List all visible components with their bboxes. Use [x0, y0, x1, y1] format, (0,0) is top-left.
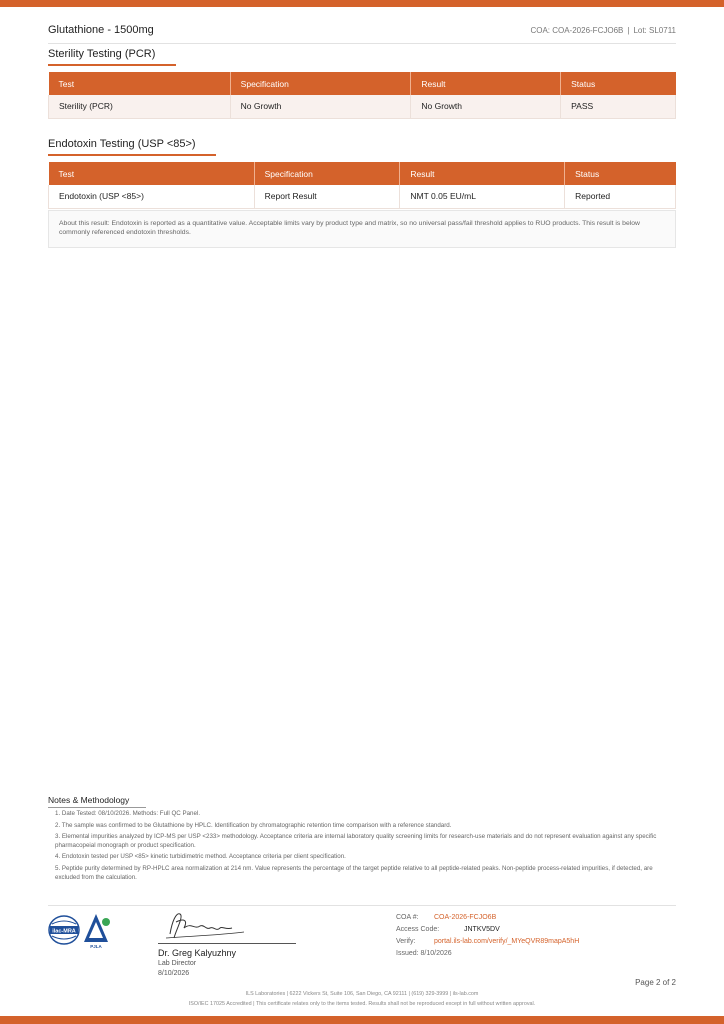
coa-number-row: [396, 912, 579, 924]
column-header-result: Result: [411, 72, 561, 95]
cell-test: Sterility (PCR): [49, 95, 231, 118]
signature: [162, 908, 252, 942]
sterility-table: [48, 72, 676, 119]
footer-address: ILS Laboratories | 6222 Vickers St, Suite 106, San Diego, CA 92111 | (619) 329-3999 | ils-lab.com: [245, 991, 479, 997]
sterility-section-title: Sterility Testing (PCR): [48, 48, 176, 66]
page-number: Page 2 of 2: [635, 978, 676, 987]
cell-result: NMT 0.05 EU/mL: [400, 185, 565, 208]
table-header-row: [49, 162, 676, 185]
note-item: 5. Peptide purity determined by RP-HPLC area normalization at 214 nm. Value represents the percentage of the target peptide relative to all peptide-related peaks. Non-peptide process-related impurities, if detected, are excluded from the calculation.: [55, 864, 653, 881]
coa-lot-info: [530, 26, 676, 35]
status-badge: Reported: [565, 185, 676, 208]
top-accent-bar: [0, 0, 724, 7]
column-header-test: Test: [49, 72, 231, 95]
ilac-logo-text: ilac-MRA: [52, 928, 76, 935]
table-row: [49, 185, 676, 208]
signature-line: [158, 943, 296, 944]
signature-icon: [162, 908, 252, 942]
product-name: Glutathione - 1500mg: [48, 24, 154, 36]
issued-row: [396, 948, 579, 960]
column-header-specification: Specification: [230, 72, 411, 95]
column-header-test: Test: [49, 162, 255, 185]
access-code-label: Access Code:: [396, 926, 440, 933]
coa-number: COA: COA-2026-FCJO6B: [530, 26, 624, 35]
notes-title: Notes & Methodology: [48, 795, 146, 808]
cell-specification: No Growth: [230, 95, 411, 118]
column-header-result: Result: [400, 162, 565, 185]
note-item: 4. Endotoxin tested per USP <85> kinetic turbidimetric method. Acceptance criteria per client specification.: [55, 853, 346, 861]
page-header: [48, 24, 676, 44]
endotoxin-about-note: About this result: Endotoxin is reported as a quantitative value. Acceptable limits vary by product type and matrix, so no universal pass/fail threshold applies to RUO products. This result is below commonly referenced endotoxin thresholds.: [48, 210, 676, 248]
footer-divider: [48, 905, 676, 906]
endotoxin-table: [48, 162, 676, 209]
signer-date: 8/10/2026: [158, 970, 190, 977]
pjla-logo-text: PJLA: [90, 944, 102, 949]
status-badge: PASS: [561, 95, 676, 118]
cell-result: No Growth: [411, 95, 561, 118]
coa-number-value: COA-2026-FCJO6B: [434, 914, 497, 921]
notes-list: [55, 810, 675, 885]
issued-date: Issued: 8/10/2026: [396, 950, 452, 957]
verify-row: [396, 936, 579, 948]
column-header-status: Status: [565, 162, 676, 185]
column-header-status: Status: [561, 72, 676, 95]
access-code-value: JNTKV5DV: [464, 926, 500, 933]
note-item: 1. Date Tested: 08/10/2026. Methods: Full QC Panel.: [55, 810, 201, 817]
verify-label: Verify:: [396, 938, 416, 945]
verify-link[interactable]: portal.ils-lab.com/verify/_MYeQVR89mapA5hH: [434, 938, 580, 945]
access-code-row: [396, 924, 579, 936]
note-item: 2. The sample was confirmed to be Glutathione by HPLC. Identification by chromatographic retention time comparison with a reference standard.: [55, 821, 452, 829]
column-header-specification: Specification: [254, 162, 400, 185]
signer-name: Dr. Greg Kalyuzhny: [158, 948, 237, 958]
coa-number-label: COA #:: [396, 914, 419, 921]
accreditation-logos: [48, 912, 118, 952]
cell-specification: Report Result: [254, 185, 400, 208]
table-header-row: [49, 72, 676, 95]
note-item: 3. Elemental impurities analyzed by ICP-MS per USP <233> methodology. Acceptance criteria are internal laboratory quality screening limits for research-use materials and do not represent evaluation against any specific pharmacopeial monograph or product specification.: [55, 833, 657, 849]
footer-certification: ISO/IEC 17025 Accredited | This certificate relates only to the items tested. Results shall not be reproduced except in full without written approval.: [188, 1001, 536, 1007]
ilac-pjla-logo-icon: [48, 912, 118, 952]
bottom-accent-bar: [0, 1016, 724, 1024]
cell-test: Endotoxin (USP <85>): [49, 185, 255, 208]
lot-number: Lot: SL0711: [633, 26, 676, 35]
separator: |: [627, 26, 630, 35]
signer-title: Lab Director: [158, 960, 197, 967]
endotoxin-section-title: Endotoxin Testing (USP <85>): [48, 138, 216, 156]
table-row: [49, 95, 676, 118]
coa-info-block: [396, 912, 579, 960]
